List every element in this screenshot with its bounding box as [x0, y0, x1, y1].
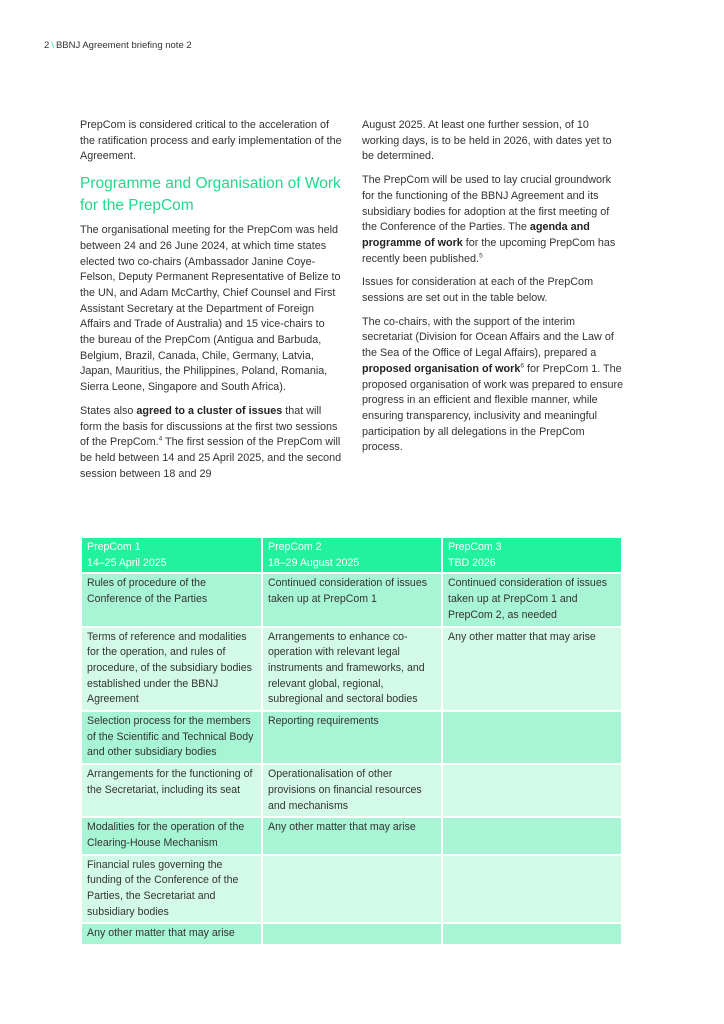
cluster-of-issues-link[interactable]: agreed to a cluster of issues: [136, 404, 283, 417]
table-cell: [442, 855, 622, 924]
table-row: [81, 573, 622, 626]
header-prepcom-2: [262, 537, 442, 573]
table-header-row: [81, 537, 622, 573]
header-title: BBNJ Agreement briefing note 2: [55, 40, 192, 51]
co-chairs-paragraph: [362, 315, 624, 456]
table-cell: Terms of reference and modalities for the operation, and rules of procedure, of the subsidiary bodies established under the BBNJ Agreement: [81, 627, 262, 712]
table-cell: Arrangements to enhance co-operation with relevant legal instruments and frameworks, and relevant global, regional, subregional and sectoral bodies: [262, 627, 442, 712]
table-cell: Reporting requirements: [262, 711, 442, 764]
table-cell: Any other matter that may arise: [81, 923, 262, 945]
session-name: PrepCom 2: [268, 541, 322, 553]
session-dates: 14–25 April 2025: [87, 556, 167, 569]
groundwork-paragraph: [362, 173, 624, 267]
header-prepcom-1: [81, 537, 262, 573]
cluster-of-issues-paragraph: [80, 404, 342, 483]
table-row: [81, 923, 622, 945]
table-row: [81, 627, 622, 712]
text: The PrepCom will be used to lay crucial groundwork for the functioning of the BBNJ Agreement and its subsidiary bodies for adoption at the first meeting of the Conference of the Parties. The: [362, 174, 612, 234]
table-cell: Operationalisation of other provisions on financial resources and mechanisms: [262, 764, 442, 817]
agenda-link[interactable]: agenda and programme of work: [362, 221, 590, 249]
table-row: [81, 855, 622, 924]
organisation-of-work-link[interactable]: proposed organisation of work: [362, 362, 521, 375]
table-cell: [442, 764, 622, 817]
footnote-ref-6[interactable]: 6: [520, 362, 524, 370]
text: The first session of the PrepCom will be held between 14 and 25 April 2025, and the second session between 18 and 29: [80, 436, 342, 480]
table-row: [81, 764, 622, 817]
text: The co-chairs, with the support of the interim secretariat (Division for Ocean Affairs and the Law of the Sea of the Office of Legal Affairs), prepared a: [362, 315, 614, 360]
table-cell: Any other matter that may arise: [262, 817, 442, 854]
page-number: 2: [44, 40, 50, 51]
table-cell: [442, 711, 622, 764]
page-header: [44, 40, 192, 51]
table-cell: [442, 817, 622, 854]
table-row: [81, 817, 622, 854]
table-cell: Modalities for the operation of the Clearing-House Mechanism: [81, 817, 262, 854]
table-cell: Rules of procedure of the Conference of the Parties: [81, 573, 262, 626]
issues-paragraph: Issues for consideration at each of the PrepCom sessions are set out in the table below.: [362, 276, 594, 305]
table-cell: Selection process for the members of the Scientific and Technical Body and other subsidiary bodies: [81, 711, 262, 764]
text: for PrepCom 1. The proposed organisation of work was prepared to ensure progress in an efficient and flexible manner, while ensuring transparency, inclusivity and meaningful participation by all delegations in the PrepCom process.: [362, 362, 624, 454]
header-prepcom-3: [442, 537, 622, 573]
table-cell: Continued consideration of issues taken up at PrepCom 1: [262, 573, 442, 626]
right-column: [362, 118, 624, 464]
table-row: [81, 711, 622, 764]
left-column: [80, 118, 342, 490]
footnote-ref-5[interactable]: 5: [479, 252, 483, 260]
session-name: PrepCom 3: [448, 541, 502, 553]
intro-paragraph: PrepCom is considered critical to the acceleration of the ratification process and early implementation of the Agreement.: [80, 119, 342, 163]
text: that will form the basis for discussions at the first two sessions of the PrepCom.: [80, 404, 338, 449]
table-cell: Arrangements for the functioning of the Secretariat, including its seat: [81, 764, 262, 817]
footnote-ref-4[interactable]: 4: [158, 435, 163, 443]
organisational-meeting-paragraph: The organisational meeting for the PrepCom was held between 24 and 26 June 2024, at which time states elected two co-chairs (Ambassador Janine Coye-Felson, Deputy Permanent Representative of Belize to the UN, and Adam McCarthy, Chief Counsel and First Assistant Secretary at the Department of Foreign Affairs and Trade of Australia) and 15 vice-chairs to the bureau of the PrepCom (Antigua and Barbuda, Belgium, Brazil, Canada, Chile, Germany, Latvia, Japan, Mauritius, the Philippines, Poland, Romania, Sierra Leone, Singapore and South Africa).: [80, 224, 341, 394]
table-cell: Financial rules governing the funding of the Conference of the Parties, the Secretariat and subsidiary bodies: [81, 855, 262, 924]
table-cell: [262, 923, 442, 945]
section-heading: Programme and Organisation of Work for the PrepCom: [80, 175, 341, 215]
table-cell: Continued consideration of issues taken up at PrepCom 1 and PrepCom 2, as needed: [442, 573, 622, 626]
table-cell: [442, 923, 622, 945]
text: for the upcoming PrepCom has recently been published.: [362, 236, 616, 265]
session-dates: 18–29 August 2025: [268, 556, 360, 569]
table-cell: Any other matter that may arise: [442, 627, 622, 712]
text: States also: [80, 404, 137, 417]
session-name: PrepCom 1: [87, 541, 141, 553]
header-separator: \: [51, 40, 54, 51]
table-cell: [262, 855, 442, 924]
session-dates: TBD 2026: [448, 556, 496, 569]
prepcom-issues-table: [80, 536, 623, 946]
further-session-paragraph: August 2025. At least one further session, of 10 working days, is to be held in 2026, with dates yet to be determined.: [362, 119, 612, 163]
